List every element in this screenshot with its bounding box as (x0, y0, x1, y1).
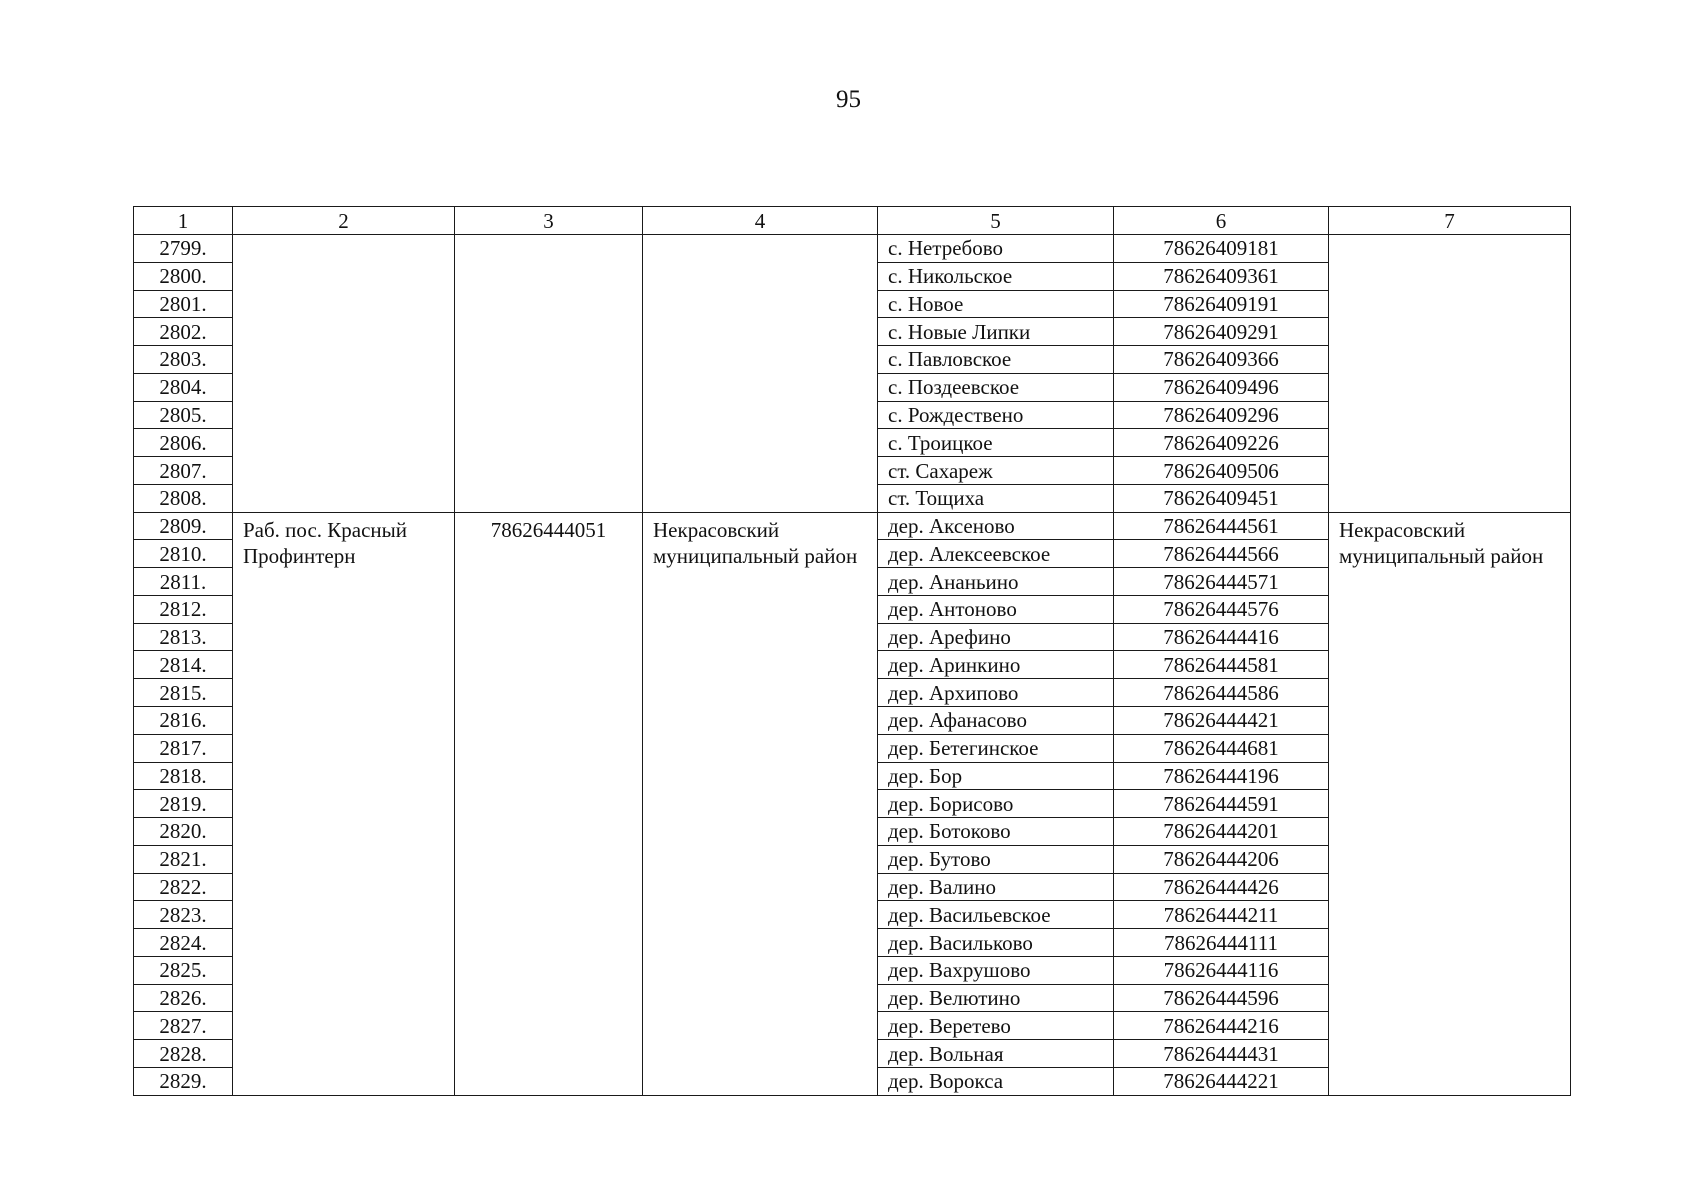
header-cell: 1 (134, 207, 233, 235)
settlement-name: дер. Вахрушово (878, 956, 1114, 984)
row-number: 2828. (134, 1040, 233, 1068)
row-number: 2816. (134, 707, 233, 735)
settlement-name: дер. Антоново (878, 595, 1114, 623)
oktmo-code: 78626409366 (1114, 346, 1329, 374)
group-oktmo-code: 78626444051 (455, 512, 643, 1095)
row-number: 2807. (134, 457, 233, 485)
oktmo-code: 78626444116 (1114, 956, 1329, 984)
settlement-group-name: Раб. пос. Красный Профинтерн (233, 512, 455, 1095)
row-number: 2813. (134, 623, 233, 651)
settlement-name: с. Новое (878, 290, 1114, 318)
settlement-name: дер. Афанасово (878, 707, 1114, 735)
oktmo-code: 78626409296 (1114, 401, 1329, 429)
header-cell: 7 (1329, 207, 1571, 235)
row-number: 2821. (134, 845, 233, 873)
oktmo-code: 78626409291 (1114, 318, 1329, 346)
header-cell: 3 (455, 207, 643, 235)
header-cell: 5 (878, 207, 1114, 235)
oktmo-code: 78626409361 (1114, 262, 1329, 290)
settlement-name: дер. Валино (878, 873, 1114, 901)
settlement-name: дер. Бор (878, 762, 1114, 790)
settlement-name: с. Никольское (878, 262, 1114, 290)
oktmo-code: 78626444586 (1114, 679, 1329, 707)
oktmo-code: 78626444571 (1114, 568, 1329, 596)
row-number: 2819. (134, 790, 233, 818)
settlement-name: дер. Аксеново (878, 512, 1114, 540)
oktmo-code: 78626444196 (1114, 762, 1329, 790)
row-number: 2809. (134, 512, 233, 540)
row-number: 2822. (134, 873, 233, 901)
oktmo-code: 78626444206 (1114, 845, 1329, 873)
oktmo-code: 78626444421 (1114, 707, 1329, 735)
oktmo-code: 78626444426 (1114, 873, 1329, 901)
settlement-name: дер. Васильково (878, 929, 1114, 957)
oktmo-code: 78626409496 (1114, 373, 1329, 401)
row-number: 2827. (134, 1012, 233, 1040)
row-number: 2825. (134, 956, 233, 984)
page-number: 95 (836, 86, 861, 113)
oktmo-code: 78626409451 (1114, 484, 1329, 512)
settlement-name: с. Поздеевское (878, 373, 1114, 401)
oktmo-code: 78626409226 (1114, 429, 1329, 457)
oktmo-code: 78626444566 (1114, 540, 1329, 568)
settlements-table (133, 206, 1571, 1096)
row-number: 2803. (134, 346, 233, 374)
row-number: 2812. (134, 595, 233, 623)
oktmo-code: 78626409506 (1114, 457, 1329, 485)
row-number: 2817. (134, 734, 233, 762)
settlement-name: ст. Сахареж (878, 457, 1114, 485)
settlement-name: дер. Бетегинское (878, 734, 1114, 762)
row-number: 2823. (134, 901, 233, 929)
oktmo-code: 78626444431 (1114, 1040, 1329, 1068)
settlement-name: дер. Аринкино (878, 651, 1114, 679)
oktmo-code: 78626444201 (1114, 818, 1329, 846)
oktmo-code: 78626444681 (1114, 734, 1329, 762)
settlement-name: дер. Ананьино (878, 568, 1114, 596)
settlement-name: с. Троицкое (878, 429, 1114, 457)
settlement-name: дер. Васильевское (878, 901, 1114, 929)
header-cell: 4 (643, 207, 878, 235)
oktmo-code: 78626444561 (1114, 512, 1329, 540)
settlement-name: дер. Велютино (878, 984, 1114, 1012)
row-number: 2802. (134, 318, 233, 346)
header-cell: 2 (233, 207, 455, 235)
row-number: 2811. (134, 568, 233, 596)
merged-empty-cell-col2 (233, 235, 455, 513)
merged-empty-cell-col3 (455, 235, 643, 513)
row-number: 2829. (134, 1067, 233, 1095)
settlement-name: с. Новые Липки (878, 318, 1114, 346)
oktmo-code: 78626444576 (1114, 595, 1329, 623)
header-cell: 6 (1114, 207, 1329, 235)
row-number: 2801. (134, 290, 233, 318)
settlement-name: дер. Борисово (878, 790, 1114, 818)
settlement-name: дер. Алексеевское (878, 540, 1114, 568)
oktmo-code: 78626444111 (1114, 929, 1329, 957)
oktmo-code: 78626409191 (1114, 290, 1329, 318)
settlement-name: дер. Ботоково (878, 818, 1114, 846)
settlement-name: с. Рождествено (878, 401, 1114, 429)
oktmo-code: 78626444211 (1114, 901, 1329, 929)
oktmo-code: 78626444216 (1114, 1012, 1329, 1040)
settlement-name: дер. Архипово (878, 679, 1114, 707)
row-number: 2800. (134, 262, 233, 290)
row-number: 2824. (134, 929, 233, 957)
table-row (134, 512, 1571, 540)
row-number: 2805. (134, 401, 233, 429)
oktmo-code: 78626444416 (1114, 623, 1329, 651)
merged-empty-cell-col4 (643, 235, 878, 513)
merged-empty-cell-col7 (1329, 235, 1571, 513)
table-row (134, 235, 1571, 263)
row-number: 2820. (134, 818, 233, 846)
oktmo-code: 78626444581 (1114, 651, 1329, 679)
oktmo-code: 78626409181 (1114, 235, 1329, 263)
row-number: 2808. (134, 484, 233, 512)
row-number: 2806. (134, 429, 233, 457)
row-number: 2826. (134, 984, 233, 1012)
table-body (134, 235, 1571, 1096)
header-row (134, 207, 1571, 235)
settlement-name: с. Нетребово (878, 235, 1114, 263)
settlement-name: дер. Арефино (878, 623, 1114, 651)
row-number: 2804. (134, 373, 233, 401)
oktmo-code: 78626444591 (1114, 790, 1329, 818)
settlements-table-wrap (133, 206, 1570, 1096)
row-number: 2814. (134, 651, 233, 679)
settlement-name: дер. Вольная (878, 1040, 1114, 1068)
settlement-name: с. Павловское (878, 346, 1114, 374)
row-number: 2815. (134, 679, 233, 707)
oktmo-code: 78626444221 (1114, 1067, 1329, 1095)
settlement-name: дер. Ворокса (878, 1067, 1114, 1095)
row-number: 2810. (134, 540, 233, 568)
settlement-name: ст. Тощиха (878, 484, 1114, 512)
district-name-col7: Некрасовский муниципальный район (1329, 512, 1571, 1095)
settlement-name: дер. Бутово (878, 845, 1114, 873)
oktmo-code: 78626444596 (1114, 984, 1329, 1012)
row-number: 2818. (134, 762, 233, 790)
row-number: 2799. (134, 235, 233, 263)
district-name: Некрасовский муниципальный район (643, 512, 878, 1095)
settlement-name: дер. Веретево (878, 1012, 1114, 1040)
